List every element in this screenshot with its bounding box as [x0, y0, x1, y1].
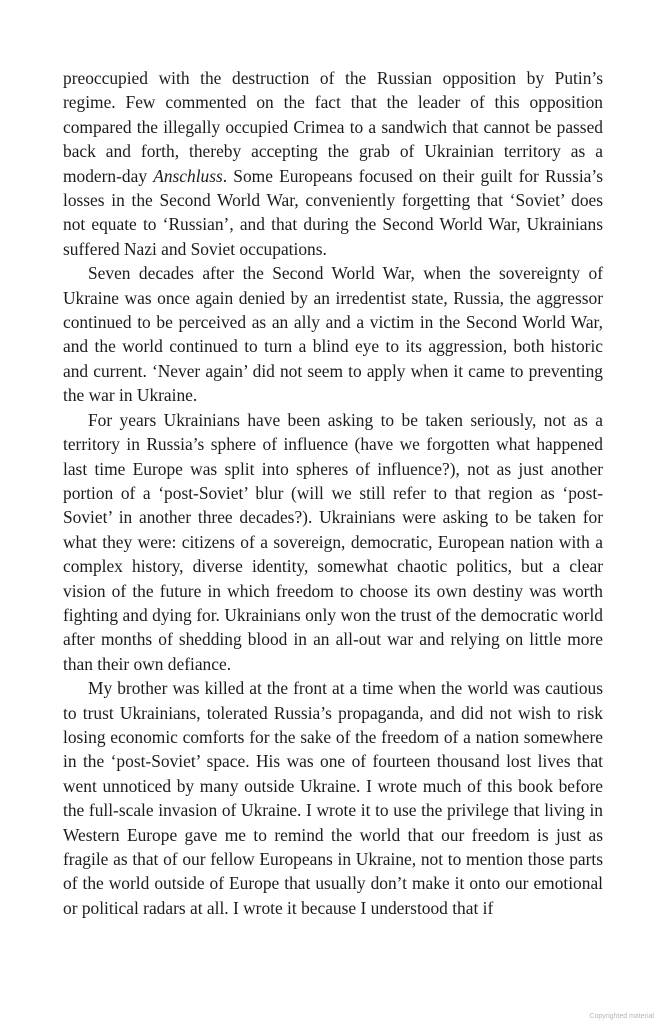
paragraph-4: My brother was killed at the front at a time when the world was cautious to trust Ukrainians, tolerated Russia’s propaganda, and did not wish to risk losing economic comforts for the sake of the freedom of a nation somewhere in the ‘post-Soviet’ space. His was one of fourteen thousand lost lives that went unnoticed by many outside Ukraine. I wrote much of this book before the full-scale invasion of Ukraine. I wrote it to use the privilege that living in Western Europe gave me to remind the world that our freedom is just as fragile as that of our fellow Europeans in Ukraine, not to mention those parts of the world outside of Europe that usually don’t make it onto our emotional or political radars at all. I wrote it because I understood that if [63, 678, 603, 918]
paragraph-2: Seven decades after the Second World War, when the sovereignty of Ukraine was once again denied by an irredentist state, Russia, the aggressor continued to be perceived as an ally and a victim in the Second World War, and the world continued to turn a blind eye to its aggression, both historic and current. ‘Never again’ did not seem to apply when it came to preventing the war in Ukraine. [63, 263, 603, 406]
paragraph-3: For years Ukrainians have been asking to be taken seriously, not as a territory in Russia’s sphere of influence (have we forgotten what happened last time Europe was split into spheres of influence?), not as just another portion of a ‘post-Soviet’ blur (will we still refer to that region as ‘post-Soviet’ in another three decades?). Ukrainians were asking to be taken for what they were: citizens of a sovereign, democratic, European nation with a complex history, diverse identity, somewhat chaotic politics, but a clear vision of the future in which freedom to choose its own destiny was worth fighting and dying for. Ukrainians only won the trust of the democratic world after months of shedding blood in an all-out war and relying on little more than their own defiance. [63, 409, 603, 674]
paragraph-1-italic-term: Anschluss [153, 165, 223, 186]
paragraph-1-text-b: . Some Europeans focused on their guilt for Russia’s losses in the Second World War, conveniently forgetting that ‘Soviet’ does not equate to ‘Russian’, and that during the Second World War, Ukrainians suffered Nazi and Soviet occupations. [63, 165, 603, 259]
paragraph-1 [63, 66, 603, 261]
book-page-body [63, 66, 603, 920]
paragraph-1-text-a: preoccupied with the destruction of the Russian opposition by Putin’s regime. Few commented on the fact that the leader of this opposition compared the illegally occupied Crimea to a sandwich that cannot be passed back and forth, thereby accepting the grab of Ukrainian territory as a modern-day [63, 68, 603, 186]
copyright-notice: Copyrighted material [589, 1013, 654, 1020]
